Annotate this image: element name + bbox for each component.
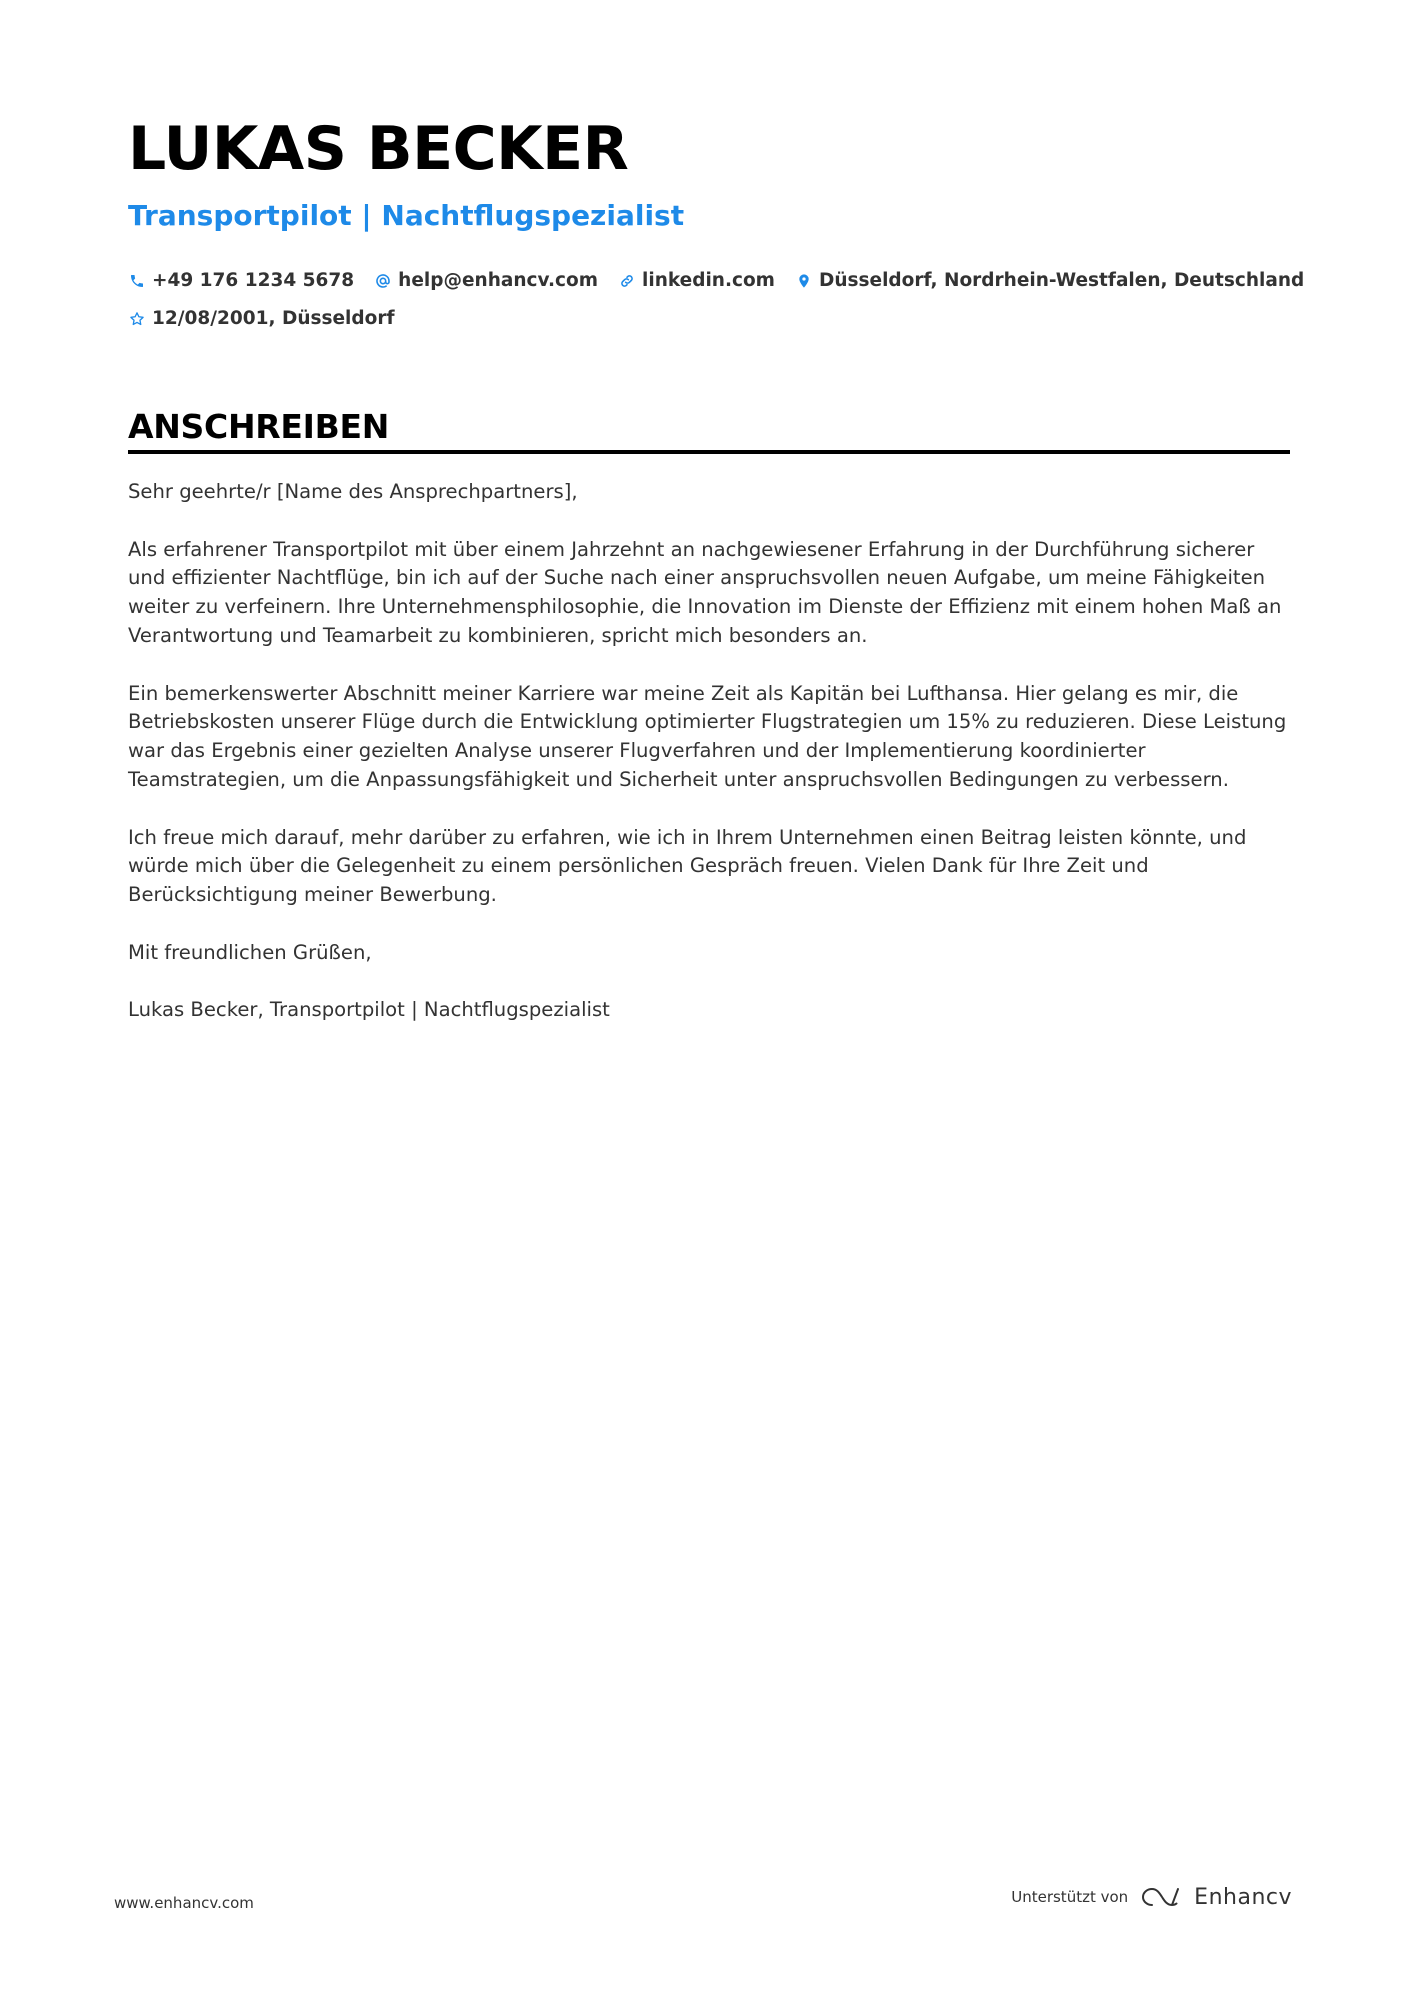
phone-icon: [128, 272, 146, 290]
candidate-role: Transportpilot | Nachtflugspezialist: [128, 199, 685, 232]
footer-branding: [1011, 1884, 1292, 1910]
section-divider: [128, 450, 1290, 454]
link-icon: [618, 272, 636, 290]
contact-row-1: [128, 262, 1305, 300]
contact-phone: [128, 262, 354, 300]
enhancv-brand-text: Enhancv: [1194, 1884, 1292, 1910]
contact-row-2: [128, 300, 1290, 338]
phone-text: +49 176 1234 5678: [152, 270, 355, 291]
header: [128, 112, 1305, 338]
location-pin-icon: [795, 272, 813, 290]
email-text[interactable]: help@enhancv.com: [398, 270, 599, 291]
contact-linkedin[interactable]: [618, 262, 775, 300]
contact-info: [128, 262, 1305, 338]
closing: Mit freundlichen Grüßen,: [128, 940, 372, 964]
section-title: ANSCHREIBEN: [128, 407, 390, 446]
contact-email[interactable]: [374, 262, 598, 300]
signature: Lukas Becker, Transportpilot | Nachtflugspezialist: [128, 998, 610, 1022]
birth-text: 12/08/2001, Düsseldorf: [152, 308, 395, 329]
contact-location: [795, 262, 1304, 300]
paragraph-1: Als erfahrener Transportpilot mit über einem Jahrzehnt an nachgewiesener Erfahrung in der Durchführung sicherer und effizienter Nachtflüge, bin ich auf der Suche nach einer anspruchsvollen neuen Aufgabe, um meine Fähigkeiten weiter zu verfeinern. Ihre Unternehmensphilosophie, die Innovation im Dienste der Effizienz mit einem hohen Maß an Verantwortung und Teamarbeit zu kombinieren, spricht mich besonders an.: [128, 537, 1282, 647]
star-icon: [128, 310, 146, 328]
location-text: Düsseldorf, Nordrhein-Westfalen, Deutschland: [818, 270, 1305, 291]
contact-birth: [128, 300, 395, 338]
at-icon: [374, 272, 392, 290]
linkedin-text[interactable]: linkedin.com: [642, 270, 775, 291]
salutation: Sehr geehrte/r [Name des Ansprechpartners],: [128, 480, 578, 503]
footer-website[interactable]: www.enhancv.com: [114, 1894, 254, 1912]
enhancv-logo-icon: [1140, 1884, 1184, 1910]
letter-body: [128, 478, 1290, 1054]
paragraph-3: Ich freue mich darauf, mehr darüber zu erfahren, wie ich in Ihrem Unternehmen einen Beitrag leisten könnte, und würde mich über die Gelegenheit zu einem persönlichen Gespräch freuen. Vielen Dank für Ihre Zeit und Berücksichtigung meiner Bewerbung.: [128, 825, 1247, 907]
powered-by-text: Unterstützt von: [1011, 1888, 1129, 1906]
candidate-name: LUKAS BECKER: [128, 114, 629, 184]
paragraph-2: Ein bemerkenswerter Abschnitt meiner Karriere war meine Zeit als Kapitän bei Lufthansa. Hier gelang es mir, die Betriebskosten unserer Flüge durch die Entwicklung optimierter Flugstrategien um 15% zu reduzieren. Diese Leistung war das Ergebnis einer gezielten Analyse unserer Flugverfahren und der Implementierung koordinierter Teamstrategien, um die Anpassungsfähigkeit und Sicherheit unter anspruchsvollen Bedingungen zu verbessern.: [128, 681, 1287, 791]
enhancv-logo[interactable]: [1140, 1884, 1292, 1910]
